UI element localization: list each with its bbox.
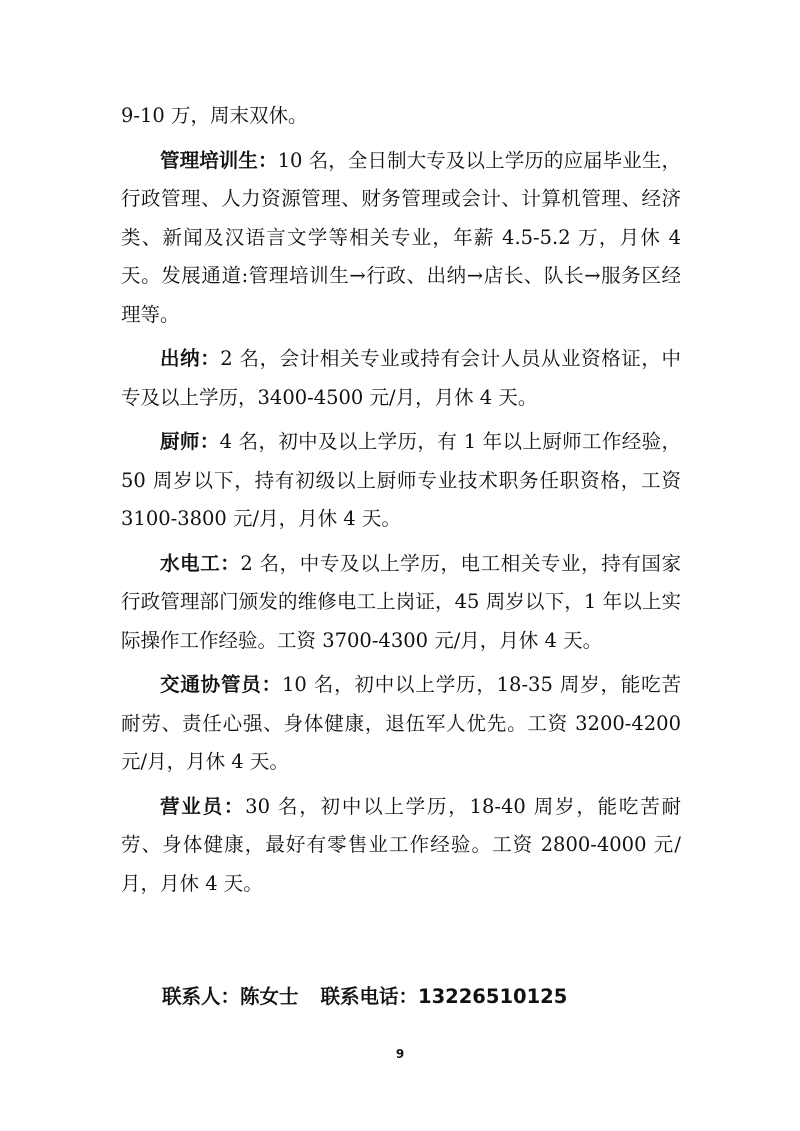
job-description: 10 名，初中以上学历，18-35 周岁，能吃苦耐劳、责任心强、身体健康，退伍军人优先。工资 3200-4200 元/月，月休 4 天。	[121, 673, 681, 773]
contact-person: 联系人：陈女士	[162, 985, 299, 1008]
job-paragraph-salesperson	[121, 788, 681, 904]
job-description: 4 名，初中及以上学历，有 1 年以上厨师工作经验，50 周岁以下，持有初级以上厨师专业技术职务任职资格，工资 3100-3800 元/月，月休 4 天。	[121, 430, 681, 530]
job-paragraph-traffic-assistant	[121, 666, 681, 782]
contact-phone-label: 联系电话：	[320, 985, 419, 1008]
contact-phone-number: 13226510125	[418, 985, 568, 1008]
job-description: 30 名，初中以上学历，18-40 周岁，能吃苦耐劳、身体健康，最好有零售业工作经验。工资 2800-4000 元/月，月休 4 天。	[121, 794, 681, 895]
contact-line	[162, 978, 567, 1016]
intro-paragraph	[121, 97, 681, 136]
document-body	[121, 97, 681, 909]
job-title: 水电工：	[160, 551, 241, 575]
job-paragraph-electrician	[121, 545, 681, 661]
intro-text: 9-10 万，周末双休。	[121, 104, 308, 127]
job-description: 2 名，会计相关专业或持有会计人员从业资格证，中专及以上学历，3400-4500 元/月，月休 4 天。	[121, 347, 681, 409]
job-description: 10 名，全日制大专及以上学历的应届毕业生，行政管理、人力资源管理、财务管理或会计、计算机管理、经济类、新闻及汉语言文学等相关专业，年薪 4.5-5.2 万，月休 4 天。发展通道:管理培训生→行政、出纳→店长、队长→服务区经理等。	[121, 148, 681, 326]
job-paragraph-management-trainee	[121, 142, 681, 335]
job-title: 营业员：	[160, 794, 246, 818]
job-title: 出纳：	[160, 347, 221, 370]
page-number: 9	[395, 1047, 405, 1061]
job-description: 2 名，中专及以上学历，电工相关专业，持有国家行政管理部门颁发的维修电工上岗证，45 周岁以下，1 年以上实际操作工作经验。工资 3700-4300 元/月，月休 4 天。	[121, 551, 681, 652]
job-title: 交通协管员：	[160, 673, 282, 696]
job-title: 厨师：	[160, 430, 220, 453]
job-title: 管理培训生：	[160, 148, 278, 172]
job-paragraph-cashier	[121, 340, 681, 417]
job-paragraph-chef	[121, 423, 681, 539]
